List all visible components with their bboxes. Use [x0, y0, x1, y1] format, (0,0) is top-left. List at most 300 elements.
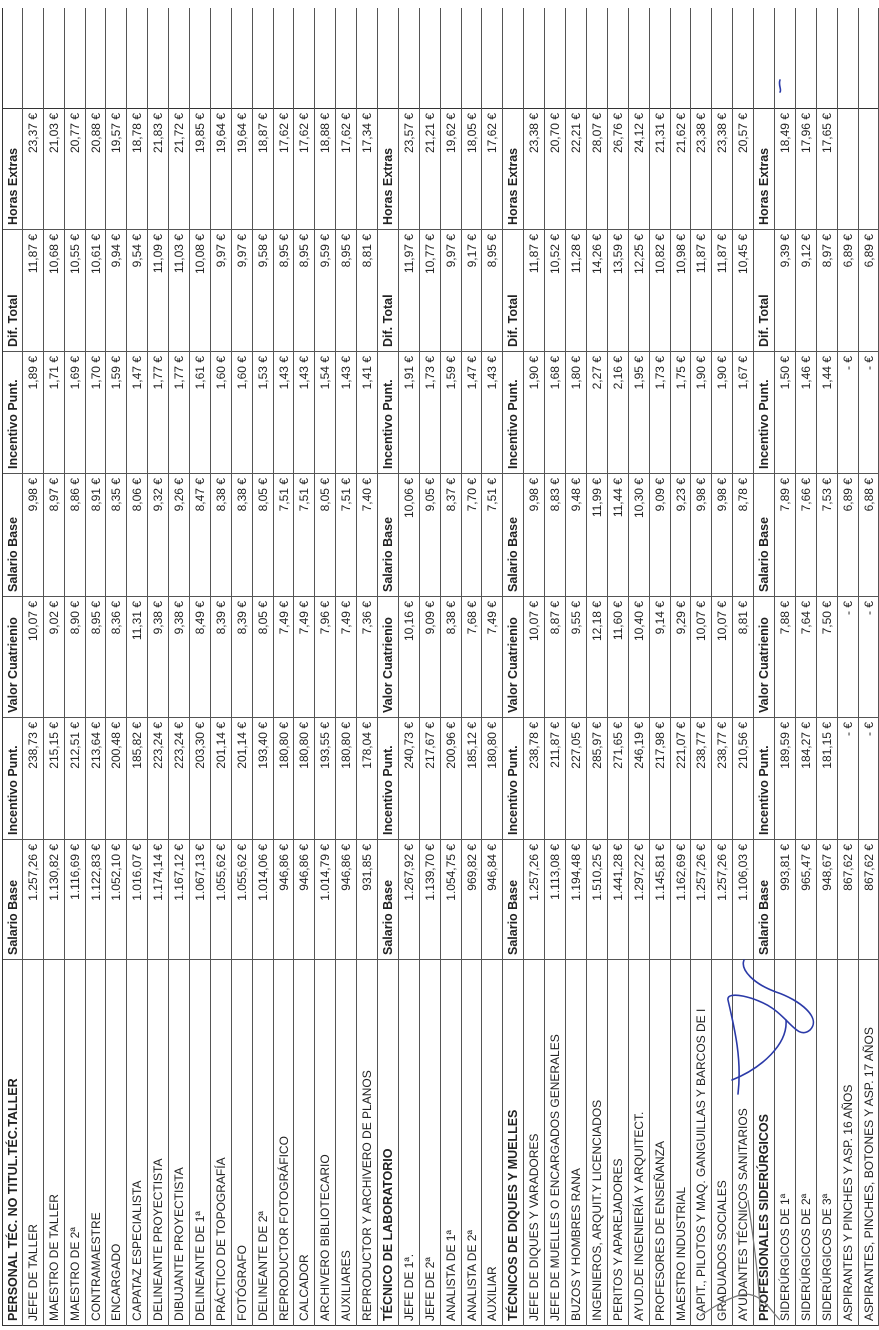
- value-cell-valor-cuatrienio: 8,38 €: [441, 597, 461, 718]
- category-name-cell: CAPIT., PILOTOS Y MAQ. GANGUILLAS Y BARCOS DE I: [691, 960, 711, 1326]
- value-cell-valor-cuatrienio: 9,55 €: [566, 597, 586, 718]
- value-cell-incentivo-punt: 1,95 €: [629, 352, 649, 474]
- value-cell-salario-base: 993,81 €: [775, 840, 795, 960]
- table-row: [733, 8, 754, 1326]
- value-cell-incentivo-punt: 211,87 €: [545, 718, 565, 840]
- value-cell-salario-base: 9,48 €: [566, 474, 586, 597]
- value-cell-incentivo-punt: 1,60 €: [232, 352, 252, 474]
- value-cell-valor-cuatrienio: 10,40 €: [629, 597, 649, 718]
- column-header-dif-total: Dif. Total: [378, 230, 398, 352]
- value-cell-horas-extras: 18,78 €: [127, 108, 147, 230]
- column-header-salario-base: Salario Base: [378, 474, 398, 597]
- value-cell-salario-base: 9,98 €: [691, 474, 711, 597]
- value-cell-dif-total: 11,97 €: [399, 230, 419, 352]
- value-cell-valor-cuatrienio: 12,18 €: [587, 597, 607, 718]
- value-cell-incentivo-punt: 200,96 €: [441, 718, 461, 840]
- value-cell-incentivo-punt: 1,77 €: [169, 352, 189, 474]
- table-row: [420, 8, 441, 1326]
- value-cell-salario-base: 1.257,26 €: [23, 840, 43, 960]
- value-cell-valor-cuatrienio: 11,31 €: [127, 597, 147, 718]
- column-header-horas-extras: Horas Extras: [503, 108, 523, 230]
- value-cell-salario-base: 9,26 €: [169, 474, 189, 597]
- table-row: [232, 8, 253, 1326]
- category-name-cell: DELINEANTE PROYECTISTA: [148, 960, 168, 1326]
- value-cell-incentivo-punt: - €: [838, 352, 858, 474]
- value-cell-incentivo-punt: 200,48 €: [106, 718, 126, 840]
- value-cell-valor-cuatrienio: 9,09 €: [420, 597, 440, 718]
- table-row: [796, 8, 817, 1326]
- value-cell-valor-cuatrienio: 7,50 €: [817, 597, 837, 718]
- value-cell-salario-base: 9,32 €: [148, 474, 168, 597]
- value-cell-horas-extras: 19,85 €: [190, 108, 210, 230]
- category-name-cell: GRADUADOS SOCIALES: [712, 960, 732, 1326]
- value-cell-horas-extras: 26,76 €: [608, 108, 628, 230]
- column-header-incentivo-punt: Incentivo Punt.: [754, 718, 774, 840]
- column-header-horas-extras: Horas Extras: [754, 108, 774, 230]
- value-cell-salario-base: 7,51 €: [274, 474, 294, 597]
- value-cell-horas-extras: 18,88 €: [315, 108, 335, 230]
- value-cell-dif-total: 9,97 €: [441, 230, 461, 352]
- value-cell-salario-base: 1.139,70 €: [420, 840, 440, 960]
- value-cell-horas-extras: 23,38 €: [712, 108, 732, 230]
- column-header-valor-cuatrienio: Valor Cuatrienio: [3, 597, 22, 718]
- value-cell-salario-base: 965,47 €: [796, 840, 816, 960]
- table-row: [336, 8, 357, 1326]
- value-cell-dif-total: 9,97 €: [211, 230, 231, 352]
- value-cell-horas-extras: 23,38 €: [691, 108, 711, 230]
- value-cell-dif-total: 10,68 €: [44, 230, 64, 352]
- value-cell-incentivo-punt: - €: [859, 718, 879, 840]
- column-header-salario-base: Salario Base: [754, 474, 774, 597]
- value-cell-incentivo-punt: 1,90 €: [524, 352, 544, 474]
- value-cell-horas-extras: 24,12 €: [629, 108, 649, 230]
- value-cell-horas-extras: 21,62 €: [671, 108, 691, 230]
- value-cell-horas-extras: 18,05 €: [462, 108, 482, 230]
- value-cell-valor-cuatrienio: 8,49 €: [190, 597, 210, 718]
- value-cell-horas-extras: 17,62 €: [482, 108, 502, 230]
- value-cell-salario-base: 8,06 €: [127, 474, 147, 597]
- value-cell-incentivo-punt: 201,14 €: [232, 718, 252, 840]
- table-row: [399, 8, 420, 1326]
- value-cell-salario-base: 7,51 €: [336, 474, 356, 597]
- value-cell-salario-base: 1.257,26 €: [691, 840, 711, 960]
- value-cell-dif-total: 10,77 €: [420, 230, 440, 352]
- value-cell-salario-base: 1.267,92 €: [399, 840, 419, 960]
- value-cell-salario-base: 7,70 €: [462, 474, 482, 597]
- value-cell-salario-base: 9,98 €: [524, 474, 544, 597]
- table-row: [106, 8, 127, 1326]
- value-cell-valor-cuatrienio: 8,39 €: [211, 597, 231, 718]
- category-name-cell: JEFE DE 1ª.: [399, 960, 419, 1326]
- table-row: [566, 8, 587, 1326]
- value-cell-incentivo-punt: 193,55 €: [315, 718, 335, 840]
- value-cell-horas-extras: 19,64 €: [211, 108, 231, 230]
- value-cell-incentivo-punt: 1,90 €: [712, 352, 732, 474]
- value-cell-incentivo-punt: 193,40 €: [253, 718, 273, 840]
- value-cell-salario-base: 1.194,48 €: [566, 840, 586, 960]
- value-cell-salario-base: 8,86 €: [65, 474, 85, 597]
- section-header-tecnicos-de-diques-y-muelles: [503, 8, 524, 1326]
- value-cell-incentivo-punt: 1,53 €: [253, 352, 273, 474]
- value-cell-horas-extras: 18,49 €: [775, 108, 795, 230]
- value-cell-incentivo-punt: 1,73 €: [420, 352, 440, 474]
- value-cell-dif-total: 10,52 €: [545, 230, 565, 352]
- value-cell-incentivo-punt: 185,12 €: [462, 718, 482, 840]
- value-cell-incentivo-punt: 184,27 €: [796, 718, 816, 840]
- value-cell-horas-extras: 21,03 €: [44, 108, 64, 230]
- column-header-valor-cuatrienio: Valor Cuatrienio: [754, 597, 774, 718]
- category-name-cell: ENCARGADO: [106, 960, 126, 1326]
- category-name-cell: AYUDANTES TÉCNICOS SANITARIOS: [733, 960, 753, 1326]
- category-name-cell: SIDERÚRGICOS DE 1ª: [775, 960, 795, 1326]
- value-cell-horas-extras: [838, 108, 858, 230]
- column-header-horas-extras: Horas Extras: [378, 108, 398, 230]
- value-cell-salario-base: 8,05 €: [315, 474, 335, 597]
- value-cell-incentivo-punt: 1,50 €: [775, 352, 795, 474]
- value-cell-salario-base: 8,47 €: [190, 474, 210, 597]
- value-cell-incentivo-punt: 271,65 €: [608, 718, 628, 840]
- value-cell-salario-base: 8,38 €: [211, 474, 231, 597]
- value-cell-incentivo-punt: 221,07 €: [671, 718, 691, 840]
- value-cell-salario-base: 10,06 €: [399, 474, 419, 597]
- value-cell-salario-base: 931,85 €: [357, 840, 377, 960]
- value-cell-salario-base: 7,51 €: [482, 474, 502, 597]
- value-cell-incentivo-punt: 185,82 €: [127, 718, 147, 840]
- value-cell-incentivo-punt: 2,16 €: [608, 352, 628, 474]
- value-cell-salario-base: 1.106,03 €: [733, 840, 753, 960]
- value-cell-salario-base: 867,62 €: [838, 840, 858, 960]
- value-cell-incentivo-punt: 217,98 €: [650, 718, 670, 840]
- table-row: [127, 8, 148, 1326]
- table-row: [650, 8, 671, 1326]
- value-cell-salario-base: 1.067,13 €: [190, 840, 210, 960]
- value-cell-horas-extras: 21,83 €: [148, 108, 168, 230]
- value-cell-incentivo-punt: 1,73 €: [650, 352, 670, 474]
- value-cell-valor-cuatrienio: 7,68 €: [462, 597, 482, 718]
- value-cell-incentivo-punt: 1,90 €: [691, 352, 711, 474]
- value-cell-incentivo-punt: 1,77 €: [148, 352, 168, 474]
- value-cell-salario-base: 7,66 €: [796, 474, 816, 597]
- value-cell-incentivo-punt: 181,15 €: [817, 718, 837, 840]
- value-cell-salario-base: 1.174,14 €: [148, 840, 168, 960]
- value-cell-dif-total: 8,95 €: [482, 230, 502, 352]
- value-cell-valor-cuatrienio: 9,29 €: [671, 597, 691, 718]
- value-cell-incentivo-punt: 201,14 €: [211, 718, 231, 840]
- value-cell-salario-base: 9,09 €: [650, 474, 670, 597]
- value-cell-salario-base: 946,86 €: [294, 840, 314, 960]
- category-name-cell: JEFE DE DIQUES Y VARADORES: [524, 960, 544, 1326]
- value-cell-valor-cuatrienio: 8,81 €: [733, 597, 753, 718]
- value-cell-salario-base: 946,84 €: [482, 840, 502, 960]
- value-cell-valor-cuatrienio: 7,96 €: [315, 597, 335, 718]
- value-cell-salario-base: 11,99 €: [587, 474, 607, 597]
- value-cell-dif-total: 6,89 €: [838, 230, 858, 352]
- table-row: [357, 8, 378, 1326]
- value-cell-incentivo-punt: 217,67 €: [420, 718, 440, 840]
- table-row: [315, 8, 336, 1326]
- value-cell-valor-cuatrienio: 8,36 €: [106, 597, 126, 718]
- value-cell-salario-base: 1.257,26 €: [712, 840, 732, 960]
- value-cell-dif-total: 9,12 €: [796, 230, 816, 352]
- value-cell-dif-total: 8,95 €: [274, 230, 294, 352]
- value-cell-valor-cuatrienio: 9,38 €: [169, 597, 189, 718]
- value-cell-salario-base: 8,37 €: [441, 474, 461, 597]
- value-cell-salario-base: 1.054,75 €: [441, 840, 461, 960]
- value-cell-salario-base: 1.055,62 €: [211, 840, 231, 960]
- value-cell-dif-total: 10,82 €: [650, 230, 670, 352]
- category-name-cell: ASPIRANTES Y PINCHES Y ASP. 16 AÑOS: [838, 960, 858, 1326]
- value-cell-dif-total: 9,58 €: [253, 230, 273, 352]
- value-cell-valor-cuatrienio: 8,90 €: [65, 597, 85, 718]
- value-cell-incentivo-punt: 227,05 €: [566, 718, 586, 840]
- table-row: [629, 8, 650, 1326]
- value-cell-incentivo-punt: 223,24 €: [148, 718, 168, 840]
- value-cell-salario-base: 1.016,07 €: [127, 840, 147, 960]
- value-cell-salario-base: 867,62 €: [859, 840, 879, 960]
- value-cell-dif-total: 11,87 €: [23, 230, 43, 352]
- value-cell-valor-cuatrienio: 10,07 €: [23, 597, 43, 718]
- value-cell-dif-total: 13,59 €: [608, 230, 628, 352]
- value-cell-salario-base: 1.122,83 €: [86, 840, 106, 960]
- value-cell-incentivo-punt: 1,89 €: [23, 352, 43, 474]
- value-cell-incentivo-punt: 238,78 €: [524, 718, 544, 840]
- value-cell-valor-cuatrienio: 8,95 €: [86, 597, 106, 718]
- value-cell-salario-base: 6,89 €: [838, 474, 858, 597]
- table-row: [294, 8, 315, 1326]
- category-name-cell: REPRODUCTOR FOTOGRÁFICO: [274, 960, 294, 1326]
- value-cell-incentivo-punt: 189,59 €: [775, 718, 795, 840]
- category-name-cell: MAESTRO DE TALLER: [44, 960, 64, 1326]
- column-header-salario-base: Salario Base: [378, 840, 398, 960]
- column-header-valor-cuatrienio: Valor Cuatrienio: [503, 597, 523, 718]
- value-cell-salario-base: 1.113,08 €: [545, 840, 565, 960]
- value-cell-salario-base: 1.257,26 €: [524, 840, 544, 960]
- value-cell-salario-base: 9,23 €: [671, 474, 691, 597]
- column-header-salario-base: Salario Base: [3, 474, 22, 597]
- value-cell-incentivo-punt: 180,80 €: [482, 718, 502, 840]
- value-cell-salario-base: 9,98 €: [712, 474, 732, 597]
- value-cell-salario-base: 1.162,69 €: [671, 840, 691, 960]
- value-cell-dif-total: 9,39 €: [775, 230, 795, 352]
- value-cell-incentivo-punt: 240,73 €: [399, 718, 419, 840]
- table-row: [859, 8, 879, 1326]
- table-row: [211, 8, 232, 1326]
- value-cell-dif-total: 10,45 €: [733, 230, 753, 352]
- value-cell-valor-cuatrienio: 7,88 €: [775, 597, 795, 718]
- table-row: [775, 8, 796, 1326]
- value-cell-dif-total: 8,95 €: [336, 230, 356, 352]
- value-cell-horas-extras: 20,57 €: [733, 108, 753, 230]
- category-name-cell: SIDERÚRGICOS DE 3ª: [817, 960, 837, 1326]
- table-row: [23, 8, 44, 1326]
- value-cell-salario-base: 969,82 €: [462, 840, 482, 960]
- value-cell-dif-total: 12,25 €: [629, 230, 649, 352]
- category-name-cell: ANALISTA DE 1ª: [441, 960, 461, 1326]
- category-name-cell: AUXILIARES: [336, 960, 356, 1326]
- value-cell-incentivo-punt: 223,24 €: [169, 718, 189, 840]
- value-cell-incentivo-punt: 285,97 €: [587, 718, 607, 840]
- value-cell-horas-extras: 23,57 €: [399, 108, 419, 230]
- value-cell-horas-extras: 20,70 €: [545, 108, 565, 230]
- value-cell-incentivo-punt: 238,73 €: [23, 718, 43, 840]
- value-cell-salario-base: 1.441,28 €: [608, 840, 628, 960]
- table-row: [671, 8, 692, 1326]
- value-cell-horas-extras: 17,62 €: [336, 108, 356, 230]
- value-cell-incentivo-punt: 180,80 €: [294, 718, 314, 840]
- value-cell-dif-total: 11,87 €: [691, 230, 711, 352]
- value-cell-salario-base: 7,89 €: [775, 474, 795, 597]
- value-cell-salario-base: 7,53 €: [817, 474, 837, 597]
- value-cell-horas-extras: 17,62 €: [274, 108, 294, 230]
- value-cell-horas-extras: 19,64 €: [232, 108, 252, 230]
- category-name-cell: JEFE DE MUELLES O ENCARGADOS GENERALES: [545, 960, 565, 1326]
- column-header-dif-total: Dif. Total: [754, 230, 774, 352]
- category-name-cell: SIDERÚRGICOS DE 2ª: [796, 960, 816, 1326]
- column-header-incentivo-punt: Incentivo Punt.: [3, 718, 22, 840]
- table-row: [817, 8, 838, 1326]
- value-cell-incentivo-punt: 180,80 €: [336, 718, 356, 840]
- value-cell-dif-total: 8,81 €: [357, 230, 377, 352]
- value-cell-dif-total: 8,97 €: [817, 230, 837, 352]
- value-cell-dif-total: 8,95 €: [294, 230, 314, 352]
- value-cell-salario-base: 1.297,22 €: [629, 840, 649, 960]
- value-cell-salario-base: 1.130,82 €: [44, 840, 64, 960]
- value-cell-horas-extras: 21,31 €: [650, 108, 670, 230]
- value-cell-dif-total: 10,55 €: [65, 230, 85, 352]
- category-name-cell: CONTRAMAESTRE: [86, 960, 106, 1326]
- value-cell-horas-extras: 20,88 €: [86, 108, 106, 230]
- value-cell-dif-total: 11,09 €: [148, 230, 168, 352]
- table-row: [148, 8, 169, 1326]
- column-header-incentivo-punt: Incentivo Punt.: [754, 352, 774, 474]
- value-cell-incentivo-punt: 212,51 €: [65, 718, 85, 840]
- value-cell-valor-cuatrienio: 7,49 €: [336, 597, 356, 718]
- table-row: [712, 8, 733, 1326]
- value-cell-dif-total: 10,61 €: [86, 230, 106, 352]
- section-title: TÉCNICOS DE DIQUES Y MUELLES: [503, 960, 523, 1326]
- value-cell-valor-cuatrienio: 9,14 €: [650, 597, 670, 718]
- category-name-cell: PROFESORES DE ENSEÑANZA: [650, 960, 670, 1326]
- table-row: [190, 8, 211, 1326]
- value-cell-horas-extras: 23,38 €: [524, 108, 544, 230]
- value-cell-horas-extras: 19,57 €: [106, 108, 126, 230]
- table-row: [65, 8, 86, 1326]
- value-cell-salario-base: 1.014,79 €: [315, 840, 335, 960]
- value-cell-incentivo-punt: 1,47 €: [127, 352, 147, 474]
- value-cell-valor-cuatrienio: 8,87 €: [545, 597, 565, 718]
- value-cell-dif-total: 10,98 €: [671, 230, 691, 352]
- section-title: PROFESIONALES SIDERÚRGICOS: [754, 960, 774, 1326]
- value-cell-incentivo-punt: 1,46 €: [796, 352, 816, 474]
- value-cell-salario-base: 1.116,69 €: [65, 840, 85, 960]
- value-cell-salario-base: 7,51 €: [294, 474, 314, 597]
- value-cell-salario-base: 8,83 €: [545, 474, 565, 597]
- category-name-cell: INGENIEROS, ARQUIT.Y LICENCIADOS: [587, 960, 607, 1326]
- value-cell-dif-total: 9,17 €: [462, 230, 482, 352]
- value-cell-salario-base: 946,86 €: [336, 840, 356, 960]
- value-cell-dif-total: 10,08 €: [190, 230, 210, 352]
- value-cell-salario-base: 1.014,06 €: [253, 840, 273, 960]
- value-cell-horas-extras: [859, 108, 879, 230]
- table-row: [86, 8, 107, 1326]
- value-cell-incentivo-punt: 1,43 €: [294, 352, 314, 474]
- table-row: [44, 8, 65, 1326]
- category-name-cell: MAESTRO DE 2ª: [65, 960, 85, 1326]
- value-cell-horas-extras: 21,72 €: [169, 108, 189, 230]
- value-cell-salario-base: 8,91 €: [86, 474, 106, 597]
- column-header-incentivo-punt: Incentivo Punt.: [378, 352, 398, 474]
- category-name-cell: AUXILIAR: [482, 960, 502, 1326]
- category-name-cell: BUZOS Y HOMBRES RANA: [566, 960, 586, 1326]
- value-cell-incentivo-punt: 1,43 €: [336, 352, 356, 474]
- value-cell-dif-total: 9,94 €: [106, 230, 126, 352]
- value-cell-incentivo-punt: 1,91 €: [399, 352, 419, 474]
- category-name-cell: DIBUJANTE PROYECTISTA: [169, 960, 189, 1326]
- value-cell-incentivo-punt: 1,59 €: [441, 352, 461, 474]
- value-cell-incentivo-punt: 180,80 €: [274, 718, 294, 840]
- section-header-profesionales-siderurgicos: [754, 8, 775, 1326]
- column-header-incentivo-punt: Incentivo Punt.: [503, 352, 523, 474]
- value-cell-incentivo-punt: 1,43 €: [274, 352, 294, 474]
- value-cell-salario-base: 9,98 €: [23, 474, 43, 597]
- column-header-salario-base: Salario Base: [503, 474, 523, 597]
- value-cell-incentivo-punt: - €: [859, 352, 879, 474]
- value-cell-valor-cuatrienio: 10,07 €: [524, 597, 544, 718]
- value-cell-valor-cuatrienio: 7,49 €: [294, 597, 314, 718]
- value-cell-incentivo-punt: 246,19 €: [629, 718, 649, 840]
- value-cell-incentivo-punt: 1,71 €: [44, 352, 64, 474]
- table-row: [441, 8, 462, 1326]
- value-cell-valor-cuatrienio: 7,36 €: [357, 597, 377, 718]
- section-title: TÉCNICO DE LABORATORIO: [378, 960, 398, 1326]
- value-cell-horas-extras: 22,21 €: [566, 108, 586, 230]
- value-cell-horas-extras: 17,62 €: [294, 108, 314, 230]
- value-cell-salario-base: 1.510,25 €: [587, 840, 607, 960]
- category-name-cell: DELINEANTE DE 2ª: [253, 960, 273, 1326]
- value-cell-incentivo-punt: 1,54 €: [315, 352, 335, 474]
- value-cell-incentivo-punt: 213,64 €: [86, 718, 106, 840]
- value-cell-incentivo-punt: 1,61 €: [190, 352, 210, 474]
- value-cell-incentivo-punt: 1,59 €: [106, 352, 126, 474]
- value-cell-incentivo-punt: 1,69 €: [65, 352, 85, 474]
- table-row: [169, 8, 190, 1326]
- table-row: [274, 8, 295, 1326]
- value-cell-horas-extras: 17,34 €: [357, 108, 377, 230]
- column-header-salario-base: Salario Base: [754, 840, 774, 960]
- column-header-incentivo-punt: Incentivo Punt.: [3, 352, 22, 474]
- section-header-personal-tec-no-titul-tec-taller: [2, 8, 23, 1326]
- value-cell-salario-base: 10,30 €: [629, 474, 649, 597]
- value-cell-horas-extras: 19,62 €: [441, 108, 461, 230]
- value-cell-incentivo-punt: 210,56 €: [733, 718, 753, 840]
- value-cell-salario-base: 1.145,81 €: [650, 840, 670, 960]
- value-cell-incentivo-punt: 1,75 €: [671, 352, 691, 474]
- value-cell-salario-base: 8,05 €: [253, 474, 273, 597]
- value-cell-valor-cuatrienio: - €: [838, 597, 858, 718]
- value-cell-valor-cuatrienio: 7,64 €: [796, 597, 816, 718]
- column-header-dif-total: Dif. Total: [503, 230, 523, 352]
- value-cell-horas-extras: 23,37 €: [23, 108, 43, 230]
- section-title: PERSONAL TÉC. NO TITUL.TÉC.TALLER: [3, 960, 22, 1326]
- value-cell-valor-cuatrienio: 10,07 €: [712, 597, 732, 718]
- value-cell-salario-base: 8,97 €: [44, 474, 64, 597]
- category-name-cell: ARCHIVERO BIBLIOTECARIO: [315, 960, 335, 1326]
- value-cell-salario-base: 8,35 €: [106, 474, 126, 597]
- value-cell-incentivo-punt: 1,70 €: [86, 352, 106, 474]
- column-header-salario-base: Salario Base: [3, 840, 22, 960]
- value-cell-incentivo-punt: 1,67 €: [733, 352, 753, 474]
- value-cell-incentivo-punt: 1,47 €: [462, 352, 482, 474]
